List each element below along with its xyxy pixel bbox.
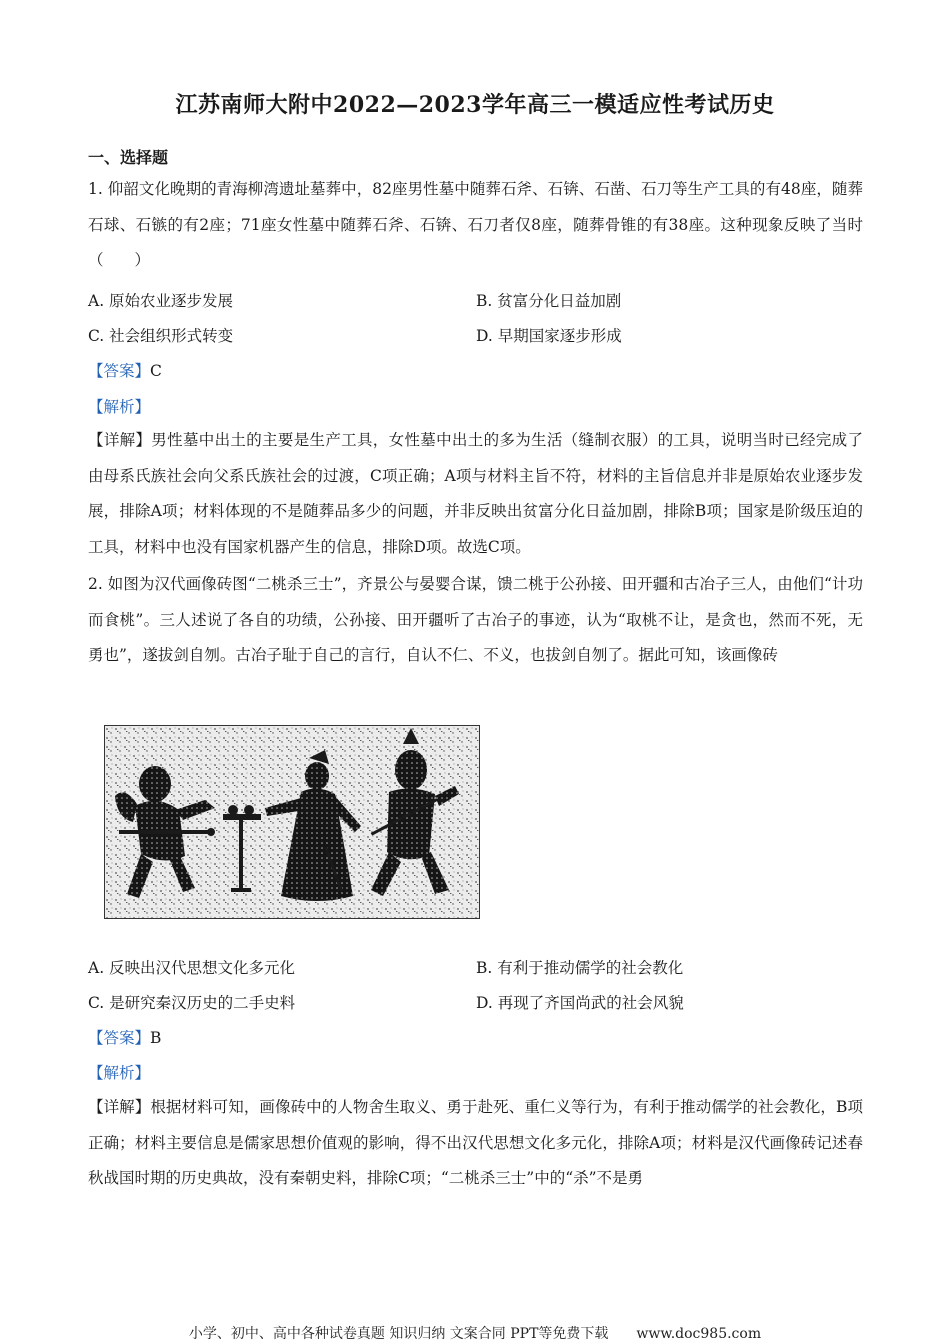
detail-text: 根据材料可知，画像砖中的人物舍生取义、勇于赴死、重仁义等行为，有利于推动儒学的社会教化，B项正确；材料主要信息是儒家思想价值观的影响，得不出汉代思想文化多元化，排除A项；材料是汉代画像砖记述春秋战国时期的历史典故，没有秦朝史料，排除C项；“二桃杀三士”中的“杀”不是勇 xyxy=(88,1098,863,1187)
question-1-option-b: B. 贫富分化日益加剧 xyxy=(476,292,622,310)
answer-value: B xyxy=(150,1029,162,1047)
question-2-analysis-line xyxy=(88,1061,150,1085)
question-1-detail xyxy=(88,423,863,565)
question-1-answer-line xyxy=(88,359,162,383)
analysis-tag: 【解析】 xyxy=(88,398,151,416)
question-1-option-a: A. 原始农业逐步发展 xyxy=(88,292,234,310)
detail-tag: 【详解】 xyxy=(88,431,152,449)
question-2-stem: 2. 如图为汉代画像砖图“二桃杀三士”，齐景公与晏婴合谋，馈二桃于公孙接、田开疆和古冶子三人，由他们“计功而食桃”。三人述说了各自的功绩，公孙接、田开疆听了古冶子的事迹，认为“取桃不让，是贪也，然而不死，无勇也”，遂拔剑自刎。古冶子耻于自己的言行，自认不仁、不义，也拔剑自刎了。据此可知，该画像砖 xyxy=(88,575,863,664)
question-2-option-c: C. 是研究秦汉历史的二手史料 xyxy=(88,994,296,1012)
section-heading: 一、选择题 xyxy=(88,148,169,167)
analysis-tag: 【解析】 xyxy=(88,1064,151,1082)
question-1-analysis-line xyxy=(88,395,150,419)
han-brick-relief-image xyxy=(104,725,480,919)
question-2-option-a: A. 反映出汉代思想文化多元化 xyxy=(88,959,296,977)
answer-value: C xyxy=(150,362,162,380)
detail-text: 男性墓中出土的主要是生产工具，女性墓中出土的多为生活（缝制衣服）的工具，说明当时已经完成了由母系氏族社会向父系氏族社会的过渡，C项正确；A项与材料主旨不符，材料的主旨信息并非是原始农业逐步发展，排除A项；材料体现的不是随葬品多少的问题，并非反映出贫富分化日益加剧，排除B项；国家是阶级压迫的工具，材料中也没有国家机器产生的信息，排除D项。故选C项。 xyxy=(88,431,863,556)
question-2-option-d: D. 再现了齐国尚武的社会风貌 xyxy=(476,994,684,1012)
detail-tag: 【详解】 xyxy=(88,1098,151,1116)
page-title: 江苏南师大附中2022—2023学年高三一模适应性考试历史 xyxy=(175,92,775,118)
question-2-option-b: B. 有利于推动儒学的社会教化 xyxy=(476,959,684,977)
footer-watermark-text: 小学、初中、高中各种试卷真题 知识归纳 文案合同 PPT等免费下载 www.doc985.com xyxy=(188,1326,762,1342)
question-2-answer-line xyxy=(88,1026,161,1050)
question-2-detail xyxy=(88,1090,863,1197)
question-1-option-c: C. 社会组织形式转变 xyxy=(88,327,234,345)
question-1-option-d: D. 早期国家逐步形成 xyxy=(476,327,622,345)
question-1-stem: 1. 仰韶文化晚期的青海柳湾遗址墓葬中，82座男性墓中随葬石斧、石锛、石凿、石刀等生产工具的有48座，随葬石球、石镞的有2座；71座女性墓中随葬石斧、石锛、石刀者仅8座，随葬骨锥的有38座。这种现象反映了当时（ ） xyxy=(88,180,863,269)
answer-tag: 【答案】 xyxy=(88,1029,151,1047)
answer-tag: 【答案】 xyxy=(88,362,151,380)
